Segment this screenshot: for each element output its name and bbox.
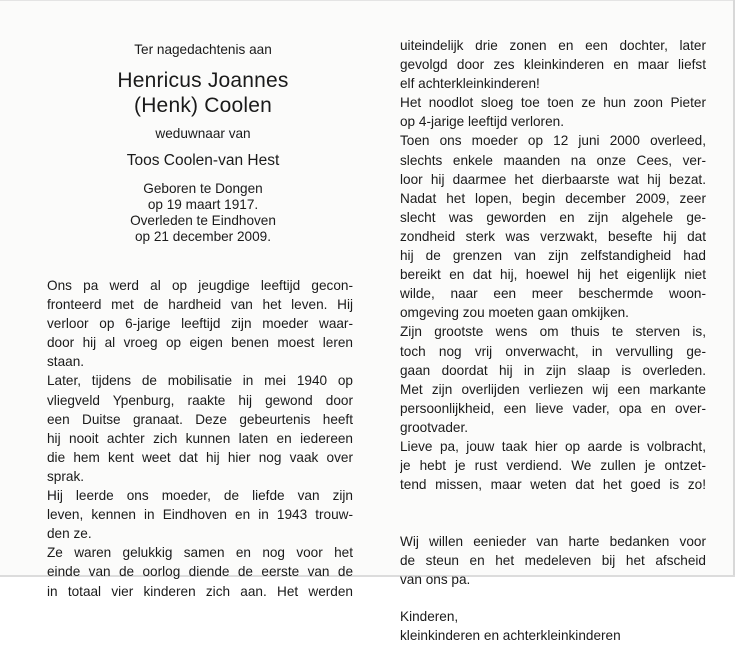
intro-line: Ter nagedachtenis aan [134, 42, 272, 57]
thanks-line: Wij willen eenieder van harte bedanken voor [400, 534, 706, 550]
born-place: Geboren te Dongen [143, 181, 263, 196]
born-date: op 19 maart 1917. [147, 197, 259, 212]
thanks-line: de steun en het medeleven bij het afscheid [400, 553, 706, 569]
bio-line: slecht was geworden en zijn algehele ge- [400, 209, 706, 225]
left-column [47, 40, 353, 599]
bio-line: persoonlijkheid, een lieve vader, opa en over- [400, 400, 706, 416]
bio-line: leven, kennen in Eindhoven en in 1943 trouw- [47, 507, 353, 523]
bio-line: omgeving zou moeten gaan omkijken. [400, 305, 629, 321]
bio-line: uiteindelijk drie zonen en een dochter, later [400, 38, 706, 53]
bio-line: sprak. [47, 468, 85, 484]
bio-line: Ze waren gelukkig samen en nog voor het [47, 545, 353, 561]
card-header [53, 40, 353, 245]
biography-left [47, 276, 353, 601]
spouse-name: Toos Coolen-van Hest [126, 152, 280, 169]
closing-line1: Kinderen, [400, 608, 459, 624]
bio-line: bereikt en dat hij, hoewel hij het eigenlijk niet [400, 267, 706, 283]
deceased-name-line1: Henricus Joannes [117, 69, 289, 92]
card-edge-top [0, 0, 735, 1]
bio-line: gaan doordat hij in zijn slaap is overleden. [400, 362, 706, 378]
thanks-paragraph [400, 532, 706, 589]
bio-line: staan. [47, 354, 85, 370]
bio-line: fronteerd met de hardheid van het leven. Hij [47, 297, 353, 313]
bio-line: Lieve pa, jouw taak hier op aarde is volbracht, [400, 438, 706, 454]
closing-line2: kleinkinderen en achterkleinkinderen [400, 627, 621, 643]
bio-line: elf achterkleinkinderen! [400, 76, 540, 92]
bio-line: Zijn grootste wens om thuis te sterven is, [400, 324, 706, 340]
relation-line: weduwnaar van [155, 126, 251, 141]
bio-line: Het noodlot sloeg toe toen ze hun zoon Pieter [400, 95, 706, 111]
bio-line: Ons pa werd al op jeugdige leeftijd gecon- [47, 278, 353, 293]
bio-line: in totaal vier kinderen zich aan. Het werden [47, 583, 353, 599]
thanks-line: van ons pa. [400, 572, 471, 588]
bio-line: op 4-jarige leeftijd verloren. [400, 114, 564, 130]
bio-line: wilde, naar een meer beschermde woon- [400, 286, 706, 302]
bio-line: Later, tijdens de mobilisatie in mei 1940 op [47, 373, 353, 389]
deceased-name-line2: (Henk) Coolen [134, 94, 272, 117]
bio-line: vliegveld Ypenburg, raakte hij gewond door [47, 392, 353, 408]
bio-line: die hem kent weet dat hij hier nog vaak over [47, 449, 353, 465]
bio-line: Toen ons moeder op 12 juni 2000 overleed, [400, 133, 706, 149]
bio-line: je hebt je rust verdiend. We zullen je ontzet- [400, 458, 706, 474]
bio-line: loor hij daarmee het dierbaarste wat hij bezat. [400, 171, 706, 187]
bio-line: Hij leerde ons moeder, de liefde van zijn [47, 488, 353, 504]
bio-line: verloor op 6-jarige leeftijd zijn moeder waar- [47, 316, 353, 332]
bio-line: hij nooit achter zich kunnen laten en iedereen [47, 430, 353, 446]
bio-line: grootvader. [400, 419, 469, 435]
bio-line: toch nog vrij onverwacht, in vervulling ge- [400, 343, 706, 359]
bio-line: hij de grenzen van zijn zelfstandigheid had [400, 248, 706, 264]
bio-line: den ze. [47, 526, 92, 542]
bio-line: tend missen, maar weten dat het goed is zo! [400, 477, 706, 493]
biography-right [400, 36, 706, 494]
bio-line: slechts enkele maanden na onze Cees, ver- [400, 152, 706, 168]
bio-line: Met zijn overlijden verliezen wij een markante [400, 381, 706, 397]
bio-line: een Duitse granaat. Deze gebeurtenis heeft [47, 411, 353, 427]
bio-line: zondheid sterk was verzwakt, besefte hij dat [400, 228, 706, 244]
bio-line: einde van de oorlog diende de eerste van de [47, 564, 353, 580]
closing-signature [400, 607, 706, 645]
bio-line: door hij al vroeg op eigen benen moest leren [47, 335, 353, 351]
bio-line: Nadat het lopen, begin december 2009, zeer [400, 190, 706, 206]
died-date: op 21 december 2009. [134, 229, 272, 244]
bio-line: gevolgd door zes kleinkinderen en maar liefst [400, 57, 706, 73]
died-place: Overleden te Eindhoven [130, 213, 276, 228]
right-column [400, 36, 706, 645]
